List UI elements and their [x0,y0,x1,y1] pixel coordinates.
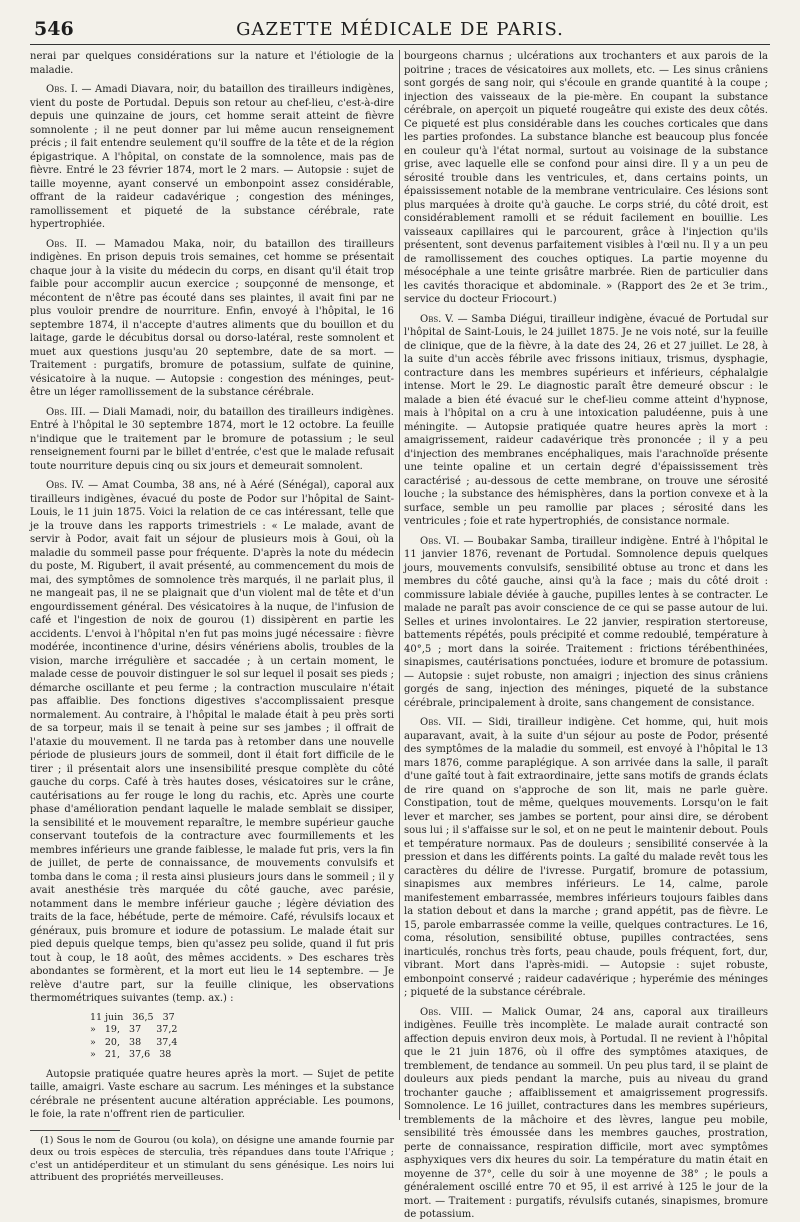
observation-label: Obs. I. [46,84,78,95]
observation-label: Obs. VIII. [420,1006,473,1018]
observation-label: Obs. III. [46,406,86,418]
footnote: (1) Sous le nom de Gourou (ou kola), on désigne une amande fournie par deux ou trois espèces de sterculia, très répandues dans toute l'Afrique ; c'est un antidéperditeur et un stimulant du sens génésique. Les noirs lui attribuent des propriétés merveilleuses. [30,1134,394,1183]
observation-text: — Diali Mamadi, noir, du bataillon des tirailleurs indigènes. Entré à l'hôpital le 30 septembre 1874, mort le 12 octobre. La feuille n'indique que le traitement par le bromure de potassium ; le seul renseignement fourni par le billet d'entrée, c'est que le malade refusait toute nourriture depuis cinq ou six jours et demeurait somnolent. [30,406,394,472]
journal-title: GAZETTE MÉDICALE DE PARIS. [236,19,564,40]
intro-paragraph: nerai par quelques considérations sur la nature et l'étiologie de la maladie. [30,51,394,76]
footnote-divider [30,1130,120,1131]
observation-label: Obs. II. [46,238,87,250]
observation-label: Obs. VI. [420,535,460,547]
observation-5 [404,313,768,529]
temperature-row: » 21, 37,6 38 [90,1049,172,1060]
observation-text: — Mamadou Maka, noir, du bataillon des tirailleurs indigènes. En prison depuis trois semaines, cet homme se présentait chaque jour à la visite du médecin du corps, en disant qu'il était trop faible pour accomplir aucun exercice ; soupçonné de mensonge, et mécontent de n'être pas écouté dans ses plaintes, il avait fini par ne plus vouloir prendre de nourriture. Enfin, envoyé à l'hôpital, le 16 septembre 1874, il n'accepte d'autres aliments que du bouillon et du laitage, garde le décubitus dorsal ou dorso-latéral, reste somnolent et muet aux questions jusqu'au 20 septembre, date de sa mort. — Traitement : purgatifs, bromure de potassium, sulfate de quinine, vésicatoire à la nuque. — Autopsie : congestion des méninges, peut-être un léger ramollissement de la substance cérébrale. [30,238,394,398]
column-divider [399,50,400,1120]
observation-text: — Sidi, tirailleur indigène. Cet homme, qui, huit mois auparavant, avait, à la suite d'un séjour au poste de Podor, présenté des symptômes de la maladie du sommeil, est envoyé à l'hôpital le 13 mars 1876, comme paraplégique. A son arrivée dans la salle, il paraît d'une gaîté tout à fait extraordinaire, jette sans motifs de grands éclats de rire quand on s'approche de son lit, mais ne parle guère. Constipation, tout de même, quelques mouvements. Lorsqu'on le fait lever et marcher, ses jambes se portent, pour ainsi dire, se dérobent sous lui ; il s'affaisse sur le sol, et on ne peut le maintenir debout. Pouls et température normaux. Pas de douleurs ; sensibilité conservée à la pression et dans les différents points. La gaîté du malade revêt tous les caractères du délire de l'ivresse. Purgatif, bromure de potassium, sinapismes aux membres inférieurs. Le 14, calme, parole manifestement embarrassée, membres inférieurs toujours faibles dans la station debout et dans la marche ; grand appétit, pas de fièvre. Le 15, parole embarrassée comme la veille, quelques contractures. Le 16, coma, résolution, sensibilité obtuse, pupilles contractées, sens inarticulés, ronchus très forts, peau chaude, pouls fréquent, fort, dur, vibrant. Mort dans l'après-midi. — Autopsie : sujet robuste, embonpoint conservé ; raideur cadavérique ; hyperémie des méninges ; piqueté de la substance cérébrale. [404,717,768,998]
observation-text: — Samba Diégui, tirailleur indigène, évacué de Portudal sur l'hôpital de Saint-Louis, le 24 juillet 1875. Je ne vois noté, sur la feuille de clinique, que de la fièvre, à la date des 24, 26 et 27 juillet. Le 28, à la suite d'un accès fébrile avec frissons initiaux, trismus, dysphagie, contracture dans les membres supérieurs et inférieurs, céphalalgie intense. Mort le 29. Le diagnostic paraît être demeuré obscur : le malade a bien été évacué sur le chef-lieu comme atteint d'hypnose, mais à l'hôpital on a cru à une intoxication paludéenne, puis à une méningite. — Autopsie pratiquée quatre heures après la mort : amaigrissement, raideur cadavérique très prononcée ; il y a peu d'injection des membranes encéphaliques, mais l'arachnoïde présente une teinte opaline et un certain degré d'épaississement très caractérisé ; au-dessous de cette membrane, on trouve une sérosité louche ; la substance des hémisphères, dans la portion convexe et à la surface, semble un peu ramollie par places ; sérosité dans les ventricules ; foie et rate hypertrophiés, de consistance normale. [404,313,768,527]
observation-label: Obs. V. [420,313,454,325]
observation-text: — Malick Oumar, 24 ans, caporal aux tirailleurs indigènes. Feuille très incomplète. Le malade aurait contracté son affection depuis environ deux mois, à Portudal. Il ne revient à l'hôpital que le 21 juin 1876, où il offre des symptômes ataxiques, de tremblement, de tendance au sommeil. Un peu plus tard, il se plaint de douleurs aux pieds pendant la marche, puis au niveau du grand trochanter gauche ; affaiblissement et amaigrissement progressifs. Somnolence. Le 16 juillet, contractures dans les membres supérieurs, tremblements de la mâchoire et des lèvres, langue peu mobile, sensibilité très émoussée dans les membres gauches, prostration, perte de connaissance, respiration difficile, mort avec symptômes asphyxiques vers dix heures du soir. La température du matin était en moyenne de 37°, celle du soir à une moyenne de 38° ; le pouls a généralement oscillé entre 70 et 95, il est arrivé à 125 le jour de la mort. — Traitement : purgatifs, révulsifs cutanés, sinapismes, bromure de potassium. [404,1006,769,1220]
observation-3 [30,406,394,474]
observation-label: Obs. IV. [46,480,85,491]
right-column [404,50,769,1220]
page-number: 546 [34,18,74,40]
observation-4 [30,479,394,1006]
observation-7 [404,716,768,1000]
observation-1 [30,83,394,232]
observation-text: — Boubakar Samba, tirailleur indigène. Entré à l'hôpital le 11 janvier 1876, revenant de Portudal. Somnolence depuis quelques jours, mouvements convulsifs, sensibilité obtuse au tronc et dans les membres du côté gauche, ainsi qu'à la face ; mais du côté droit : commissure labiale déviée à gauche, pupilles lentes à se contracter. Le malade ne paraît pas avoir conscience de ce qui se passe autour de lui. Selles et urines involontaires. Le 22 janvier, respiration stertoreuse, battements répétés, pouls précipité et comme redoublé, température à 40°,5 ; mort dans la soirée. Traitement : frictions térébenthinées, sinapismes, cautérisations ponctuées, iodure et bromure de potassium. — Autopsie : sujet robuste, non amaigri ; injection des sinus crâniens gorgés de sang, injection des méninges, piqueté de la substance cérébrale, principalement à droite, sans changement de consistance. [404,535,768,709]
temperature-table [90,1012,394,1062]
observation-text: — Amat Coumba, 38 ans, né à Aéré (Sénégal), caporal aux tirailleurs indigènes, évacué du poste de Podor sur l'hôpital de Saint-Louis, le 11 juin 1875. Voici la relation de ce cas intéressant, telle que je la trouve dans les rapports trimestriels : « Le malade, avant de servir à Podor, avait fait un séjour de plusieurs mois à Goui, où la maladie du sommeil passe pour fréquente. D'après la note du médecin du poste, M. Rigubert, il avait présenté, au commencement du mois de mai, des symptômes de somnolence très marqués, il ne parlait plus, il ne mangeait pas, il ne se plaignait que d'un violent mal de tête et d'un engourdissement général. Des vésicatoires à la nuque, de l'infusion de café et l'ingestion de noix de gourou (1) dissipèrent en partie les accidents. L'envoi à l'hôpital n'en fut pas moins jugé nécessaire : fièvre modérée, incontinence d'urine, désirs vénériens abolis, troubles de la vision, marche irrégulière et saccadée ; à un certain moment, le malade cesse de pouvoir distinguer le sol sur lequel il posait ses pieds ; démarche oscillante et peu ferme ; la contraction musculaire n'était pas affaiblie. Des fonctions digestives s'accomplissaient presque normalement. Au contraire, à l'hôpital le malade était à peu près sorti de sa torpeur, mais il se tenait à peine sur ses jambes ; il offrait de l'ataxie du mouvement. Il ne tarda pas à retomber dans une nouvelle période de plusieurs jours de sommeil, dont il était fort difficile de le tirer ; il présentait alors une insensibilité presque complète du côté gauche du corps. Café à très hautes doses, vésicatoires sur le crâne, cautérisations au fer rouge le long du rachis, etc. Après une courte phase d'amélioration pendant laquelle le malade semblait se dissiper, la sensibilité et le mouvement reparaître, le membre supérieur gauche conservant toutefois de la contracture avec fourmillements et les membres inférieurs une grande faiblesse, le malade fut pris, vers la fin de juillet, de perte de connaissance, de mouvements convulsifs et tomba dans le coma ; il resta ainsi plusieurs jours dans le sommeil ; il y avait anesthésie très marquée du côté gauche, avec parésie, notamment dans le membre inférieur gauche ; légère déviation des traits de la face, hébétude, perte de mémoire. Café, révulsifs locaux et généraux, puis bromure et iodure de potassium. Le malade était sur pied depuis quelque temps, bien qu'assez peu solide, quand il fut pris tout à coup, le 18 août, des mêmes accidents. » Des eschares très abondantes se formèrent, et la mort eut lieu le 14 septembre. — Je relève d'autre part, sur la feuille clinique, les observations thermométriques suivantes (temp. ax.) : [30,480,394,1004]
left-column [30,50,394,1183]
temperature-row: 11 juin 36,5 37 [90,1011,175,1023]
observation-text: — Amadi Diavara, noir, du bataillon des tirailleurs indigènes, vient du poste de Portudal. Depuis son retour au chef-lieu, c'est-à-dire depuis une quinzaine de jours, cet homme serait atteint de fièvre somnolente ; il ne peut donner par lui même aucun renseignement précis ; il fait entendre seulement qu'il souffre de la tête et de la région épigastrique. A l'hôpital, on constate de la somnolence, mais pas de fièvre. Entré le 23 février 1874, mort le 2 mars. — Autopsie : sujet de taille moyenne, ayant conservé un embonpoint assez considérable, offrant de la raideur cadavérique ; congestion des méninges, ramollissement et piqueté de la substance cérébrale, rate hypertrophiée. [30,84,394,230]
autopsy-paragraph: Autopsie pratiquée quatre heures après la mort. — Sujet de petite taille, amaigri. Vaste eschare au sacrum. Les méninges et la substance cérébrale ne présentent aucune altération appréciable. Les poumons, le foie, la rate n'offrent rien de particulier. [30,1068,394,1120]
page-header [30,14,770,45]
continuation-paragraph: bourgeons charnus ; ulcérations aux trochanters et aux parois de la poitrine ; traces de vésicatoires aux mollets, etc. — Les sinus crâniens sont gorgés de sang noir, qui s'écoule en grande quantité à la coupe ; injection des vaisseaux de la pie-mère. En coupant la substance cérébrale, on aperçoit un piqueté rougeâtre qui existe des deux côtés. Ce piqueté est plus considérable dans les couches corticales que dans les parties profondes. La substance blanche est beaucoup plus foncée en couleur qu'à l'état normal, surtout au voisinage de la substance grise, avec laquelle elle se confond pour ainsi dire. Il y a un peu de sérosité trouble dans les ventricules, et, dans certains points, un épaississement notable de la membrane ventriculaire. Ces lésions sont plus marquées à droite qu'à gauche. Le corps strié, du côté droit, est considérablement ramolli et se réduit facilement en bouillie. Les vaisseaux capillaires qui le parcourent, grâce à l'injection qu'ils présentent, sont devenus parfaitement visibles à l'œil nu. Il y a un peu de ramollissement des couches optiques. La partie moyenne du mésocéphale a une teinte grisâtre marbrée. Rien de particulier dans les cavités thoracique et abdominale. » (Rapport des 2e et 3e trim., service du docteur Friocourt.) [404,51,768,305]
observation-label: Obs. VII. [420,717,466,728]
observation-8 [404,1006,768,1222]
temperature-row: » 19, 37 37,2 [90,1024,178,1035]
observation-2 [30,238,394,400]
observation-6 [404,535,768,711]
temperature-row: » 20, 38 37,4 [90,1036,178,1048]
